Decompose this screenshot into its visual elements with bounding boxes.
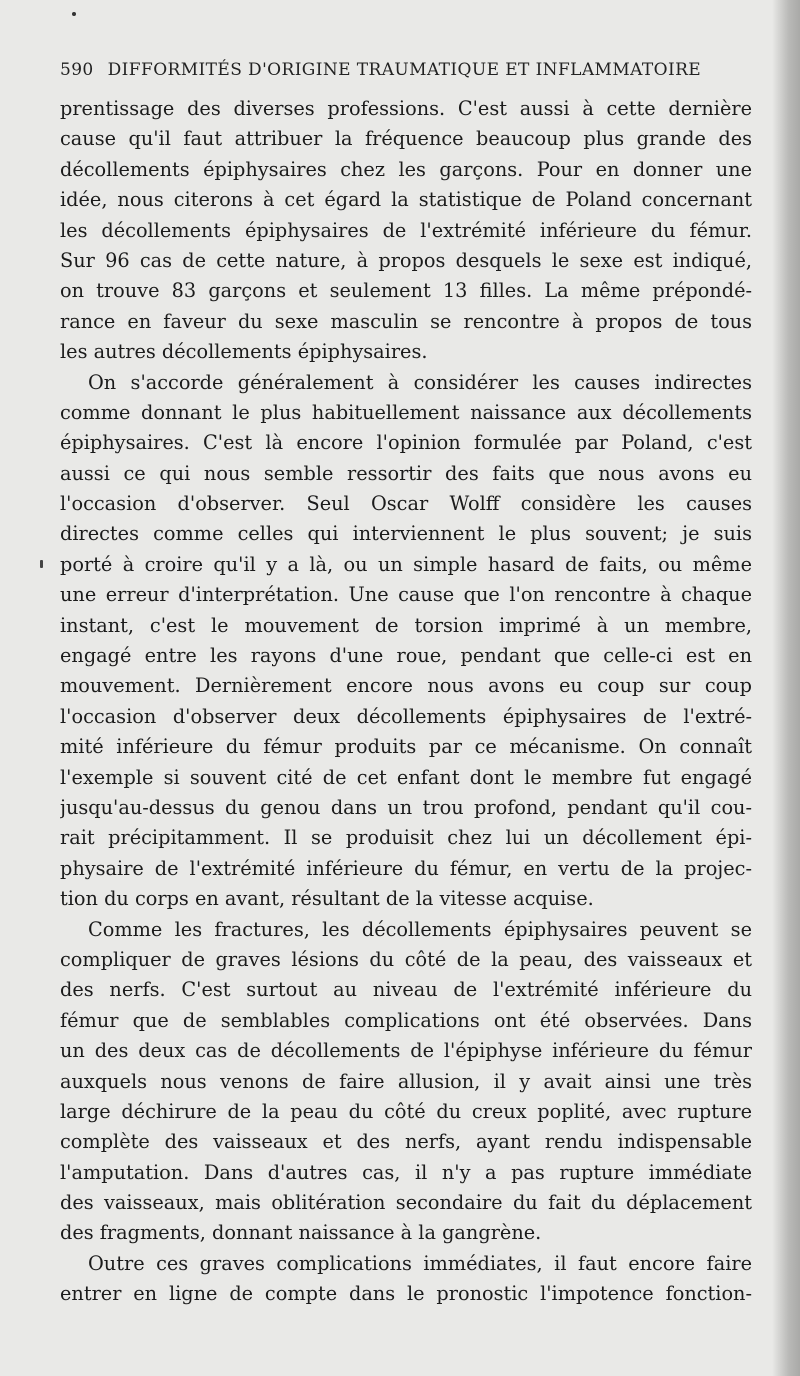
text-line: fémur que de semblables complications ont été observées. Dans xyxy=(60,1008,752,1032)
text-line: l'amputation. Dans d'autres cas, il n'y a pas rupture immédiate xyxy=(60,1160,752,1184)
text-line: mité inférieure du fémur produits par ce mécanisme. On connaît xyxy=(60,735,752,759)
text-line: aussi ce qui nous semble ressortir des faits que nous avons eu xyxy=(60,461,752,485)
text-line: décollements épiphysaires chez les garçons. Pour en donner une xyxy=(60,157,752,181)
text-line: on trouve 83 garçons et seulement 13 filles. La même prépondé- xyxy=(60,279,752,303)
margin-mark xyxy=(40,560,43,568)
running-title: DIFFORMITÉS D'ORIGINE TRAUMATIQUE ET INFLAMMATOIRE xyxy=(107,60,702,80)
running-head xyxy=(60,60,750,90)
text-line: complète des vaisseaux et des nerfs, ayant rendu indispensable xyxy=(60,1130,752,1154)
text-line: des nerfs. C'est surtout au niveau de l'extrémité inférieure du xyxy=(60,978,752,1002)
text-line: engagé entre les rayons d'une roue, pendant que celle-ci est en xyxy=(60,644,752,668)
text-line: auxquels nous venons de faire allusion, il y avait ainsi une très xyxy=(60,1069,752,1093)
text-line: jusqu'au-dessus du genou dans un trou profond, pendant qu'il cou- xyxy=(60,795,752,819)
text-line: Sur 96 cas de cette nature, à propos desquels le sexe est indiqué, xyxy=(60,248,752,272)
text-line: des fragments, donnant naissance à la gangrène. xyxy=(60,1221,542,1245)
text-line: On s'accorde généralement à considérer les causes indirectes xyxy=(88,370,752,394)
text-line: cause qu'il faut attribuer la fréquence beaucoup plus grande des xyxy=(60,127,752,151)
text-line: compliquer de graves lésions du côté de la peau, des vaisseaux et xyxy=(60,947,752,971)
text-line: l'occasion d'observer deux décollements épiphysaires de l'extré- xyxy=(60,704,752,728)
text-line: large déchirure de la peau du côté du creux poplité, avec rupture xyxy=(60,1099,752,1123)
text-line: mouvement. Dernièrement encore nous avons eu coup sur coup xyxy=(60,674,752,698)
text-line: l'occasion d'observer. Seul Oscar Wolff considère les causes xyxy=(60,492,752,516)
text-line: porté à croire qu'il y a là, ou un simple hasard de faits, ou même xyxy=(60,552,752,576)
text-line: épiphysaires. C'est là encore l'opinion formulée par Poland, c'est xyxy=(60,431,752,455)
body-text xyxy=(60,94,752,1310)
text-line: une erreur d'interprétation. Une cause que l'on rencontre à chaque xyxy=(60,583,752,607)
text-line: physaire de l'extrémité inférieure du fémur, en vertu de la projec- xyxy=(60,856,752,880)
text-line: prentissage des diverses professions. C'est aussi à cette dernière xyxy=(60,97,752,120)
text-line: Outre ces graves complications immédiates, il faut encore faire xyxy=(88,1251,752,1275)
text-line: les autres décollements épiphysaires. xyxy=(60,340,428,364)
scan-speck xyxy=(72,12,76,16)
page-number: 590 xyxy=(60,60,94,80)
text-line: l'exemple si souvent cité de cet enfant dont le membre fut engagé xyxy=(60,765,752,789)
text-line: des vaisseaux, mais oblitération secondaire du fait du déplacement xyxy=(60,1191,752,1215)
text-line: les décollements épiphysaires de l'extrémité inférieure du fémur. xyxy=(60,218,752,242)
text-line: directes comme celles qui interviennent le plus souvent; je suis xyxy=(60,522,752,546)
text-line: idée, nous citerons à cet égard la statistique de Poland concernant xyxy=(60,188,752,212)
text-line: instant, c'est le mouvement de torsion imprimé à un membre, xyxy=(60,613,752,637)
text-line: entrer en ligne de compte dans le pronostic l'impotence fonction- xyxy=(60,1282,752,1306)
text-line: un des deux cas de décollements de l'épiphyse inférieure du fémur xyxy=(60,1039,752,1063)
page-edge-shadow xyxy=(772,0,800,1376)
text-line: comme donnant le plus habituellement naissance aux décollements xyxy=(60,400,752,424)
text-line: Comme les fractures, les décollements épiphysaires peuvent se xyxy=(88,917,752,941)
text-line: rait précipitamment. Il se produisit chez lui un décollement épi- xyxy=(60,826,752,850)
text-line: rance en faveur du sexe masculin se rencontre à propos de tous xyxy=(60,309,752,333)
text-line: tion du corps en avant, résultant de la vitesse acquise. xyxy=(60,887,594,911)
